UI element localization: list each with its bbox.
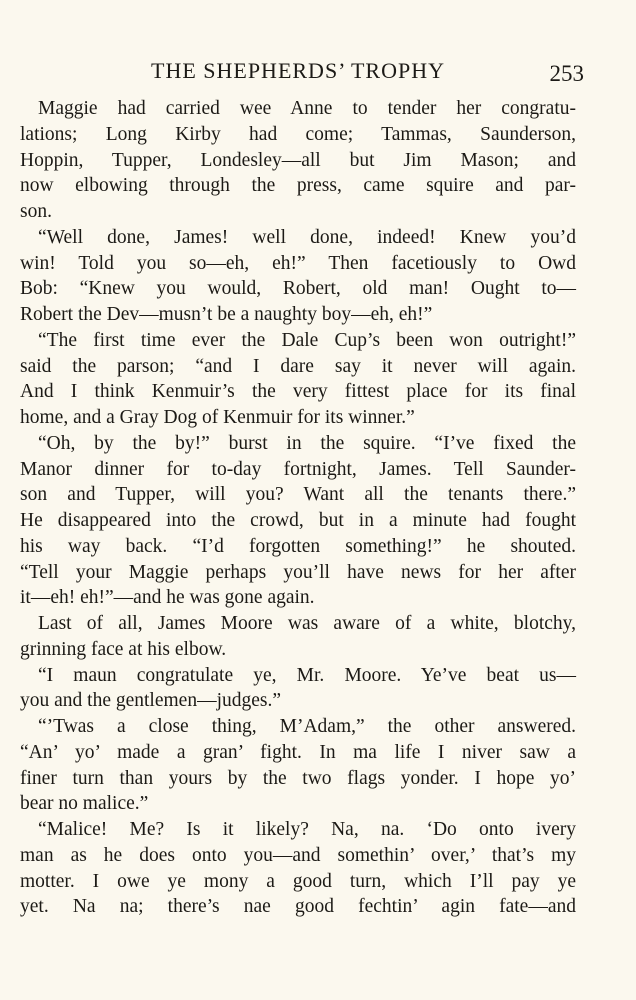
text-line: son and Tupper, will you? Want all the tenants there.” bbox=[20, 484, 576, 506]
text-line: “An’ yo’ made a gran’ fight. In ma life I niver saw a bbox=[20, 741, 576, 763]
page-number: 253 bbox=[549, 61, 584, 86]
text-line: Maggie had carried wee Anne to tender her congratu- bbox=[38, 98, 576, 119]
text-line: yet. Na na; there’s nae good fechtin’ agin fate—and bbox=[20, 896, 576, 918]
text-line: lations; Long Kirby had come; Tammas, Saunderson, bbox=[20, 123, 576, 145]
text-line: finer turn than yours by the two flags yonder. I hope yo’ bbox=[20, 767, 576, 789]
text-line: “I maun congratulate ye, Mr. Moore. Ye’ve beat us— bbox=[38, 664, 576, 686]
text-line: bear no malice.” bbox=[20, 793, 149, 815]
text-line: Robert the Dev—musn’t be a naughty boy—eh, eh!” bbox=[20, 304, 433, 325]
text-line: “Malice! Me? Is it likely? Na, na. ‘Do onto ivery bbox=[38, 819, 576, 840]
text-line: his way back. “I’d forgotten something!” he shouted. bbox=[20, 535, 576, 557]
text-line: you and the gentlemen—judges.” bbox=[20, 690, 282, 712]
text-line: said the parson; “and I dare say it never will again. bbox=[20, 355, 576, 377]
body-text bbox=[20, 96, 576, 920]
text-line: Manor dinner for to-day fortnight, James. Tell Saunder- bbox=[20, 458, 576, 480]
text-line: grinning face at his elbow. bbox=[20, 638, 227, 660]
text-line: He disappeared into the crowd, but in a minute had fought bbox=[20, 510, 576, 531]
text-line: home, and a Gray Dog of Kenmuir for its winner.” bbox=[20, 407, 415, 428]
text-line: son. bbox=[20, 201, 52, 222]
text-line: it—eh! eh!”—and he was gone again. bbox=[20, 587, 315, 609]
text-line: man as he does onto you—and somethin’ over,’ that’s my bbox=[20, 844, 576, 866]
text-line: now elbowing through the press, came squire and par- bbox=[20, 175, 576, 197]
text-line: Bob: “Knew you would, Robert, old man! Ought to— bbox=[20, 278, 576, 300]
text-line: Hoppin, Tupper, Londesley—all but Jim Mason; and bbox=[20, 149, 576, 171]
text-line: “Oh, by the by!” burst in the squire. “I’ve fixed the bbox=[38, 432, 576, 454]
text-line: “The first time ever the Dale Cup’s been won outright!” bbox=[38, 329, 576, 351]
text-line: “’Twas a close thing, M’Adam,” the other answered. bbox=[38, 716, 576, 737]
text-line: motter. I owe ye mony a good turn, which I’ll pay ye bbox=[20, 870, 576, 892]
text-line: “Tell your Maggie perhaps you’ll have news for her after bbox=[20, 561, 576, 583]
text-line: And I think Kenmuir’s the very fittest place for its final bbox=[20, 381, 576, 403]
text-line: Last of all, James Moore was aware of a white, blotchy, bbox=[38, 613, 576, 634]
text-line: win! Told you so—eh, eh!” Then facetiously to Owd bbox=[20, 252, 576, 274]
text-line: “Well done, James! well done, indeed! Knew you’d bbox=[38, 226, 576, 248]
page-header bbox=[20, 56, 584, 90]
running-title: THE SHEPHERDS’ TROPHY bbox=[151, 58, 445, 83]
